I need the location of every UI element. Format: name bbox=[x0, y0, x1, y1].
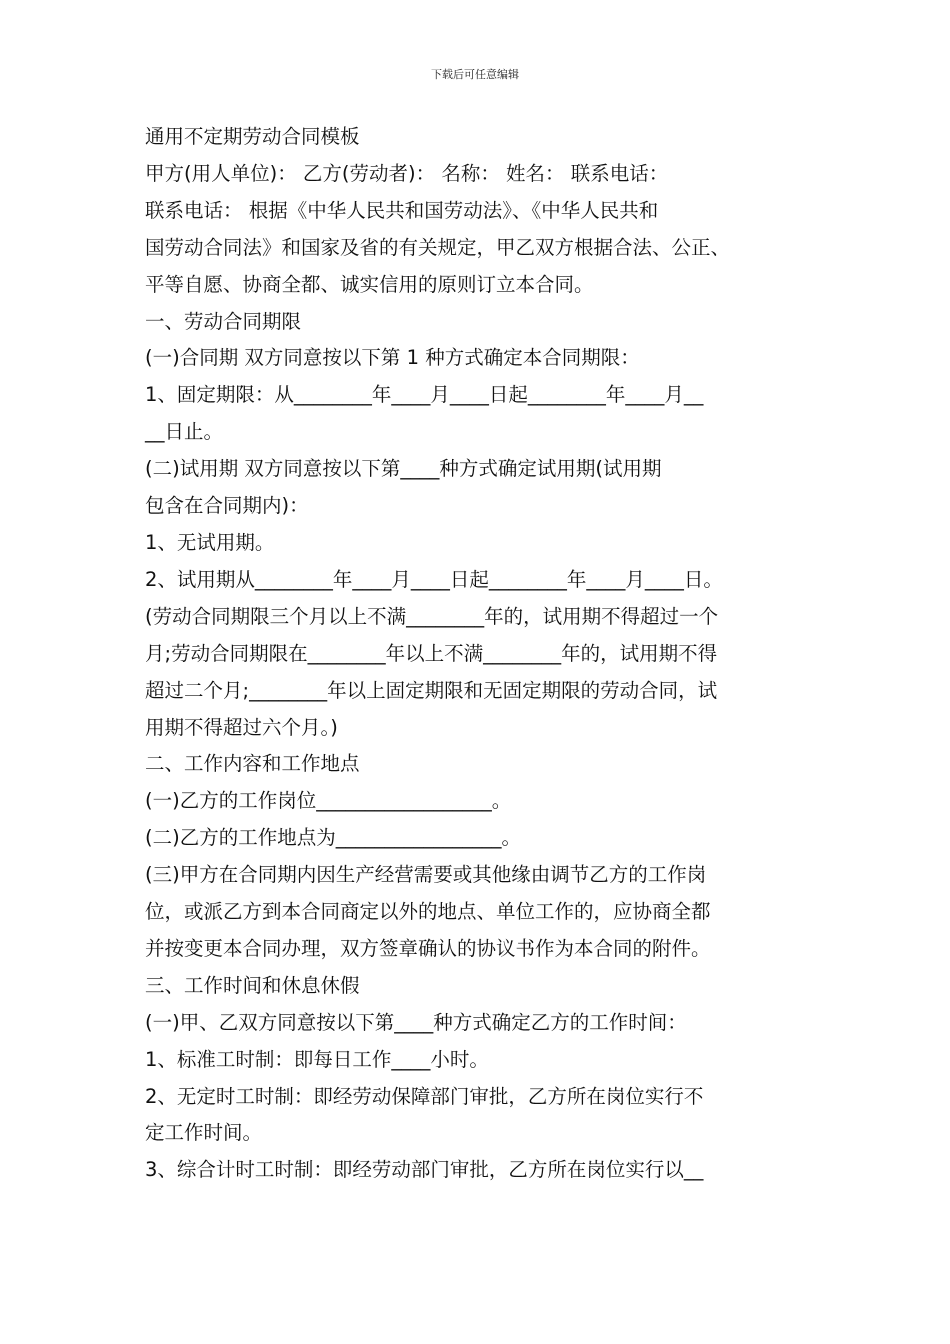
text-line: (三)甲方在合同期内因生产经营需要或其他缘由调节乙方的工作岗 bbox=[145, 863, 707, 887]
text-line: 3、综合计时工时制：即经劳动部门审批，乙方所在岗位实行以__ bbox=[145, 1158, 704, 1182]
text-line: 2、无定时工时制：即经劳动保障部门审批，乙方所在岗位实行不 bbox=[145, 1084, 704, 1108]
text-line: 用期不得超过六个月。) bbox=[145, 715, 338, 739]
text-line: 位，或派乙方到本合同商定以外的地点、单位工作的，应协商全都 bbox=[145, 900, 711, 924]
text-line: 1、无试用期。 bbox=[145, 530, 275, 554]
document-title: 通用不定期劳动合同模板 bbox=[145, 125, 360, 148]
section-heading: 一、劳动合同期限 bbox=[145, 309, 302, 333]
text-line: (一)甲、乙双方同意按以下第____种方式确定乙方的工作时间： bbox=[145, 1010, 687, 1034]
section-heading: 二、工作内容和工作地点 bbox=[145, 752, 360, 776]
text-line: 国劳动合同法》和国家及省的有关规定，甲乙双方根据合法、公正、 bbox=[145, 235, 731, 259]
text-line: (二)试用期 双方同意按以下第____种方式确定试用期(试用期 bbox=[145, 457, 662, 481]
text-line: 甲方(用人单位)： 乙方(劳动者)： 名称： 姓名： 联系电话： bbox=[145, 161, 669, 185]
text-line: (劳动合同期限三个月以上不满________年的，试用期不得超过一个 bbox=[145, 604, 719, 628]
text-line: 联系电话： 根据《中华人民共和国劳动法》、《中华人民共和 bbox=[145, 198, 659, 222]
text-line: 并按变更本合同办理，双方签章确认的协议书作为本合同的附件。 bbox=[145, 936, 711, 960]
text-line: 月;劳动合同期限在________年以上不满________年的，试用期不得 bbox=[145, 641, 718, 665]
text-line: 2、试用期从________年____月____日起________年____月____日。 bbox=[145, 567, 723, 591]
text-line: (一)合同期 双方同意按以下第 1 种方式确定本合同期限： bbox=[145, 346, 640, 370]
contract-body bbox=[145, 119, 835, 1189]
text-line: 1、标准工时制：即每日工作____小时。 bbox=[145, 1047, 489, 1071]
section-heading: 三、工作时间和休息休假 bbox=[145, 973, 360, 997]
text-line: (一)乙方的工作岗位__________________。 bbox=[145, 789, 512, 813]
text-line: __日止。 bbox=[145, 420, 224, 444]
text-line: 包含在合同期内)： bbox=[145, 494, 309, 518]
text-line: 平等自愿、协商全都、诚实信用的原则订立本合同。 bbox=[145, 272, 594, 296]
page-header: 下载后可任意编辑 bbox=[431, 68, 519, 81]
text-line: 定工作时间。 bbox=[145, 1121, 263, 1145]
text-line: 超过二个月;________年以上固定期限和无固定期限的劳动合同，试 bbox=[145, 678, 718, 702]
text-line: 1、固定期限：从________年____月____日起________年____月__ bbox=[145, 383, 704, 407]
text-line: (二)乙方的工作地点为_________________。 bbox=[145, 826, 521, 850]
